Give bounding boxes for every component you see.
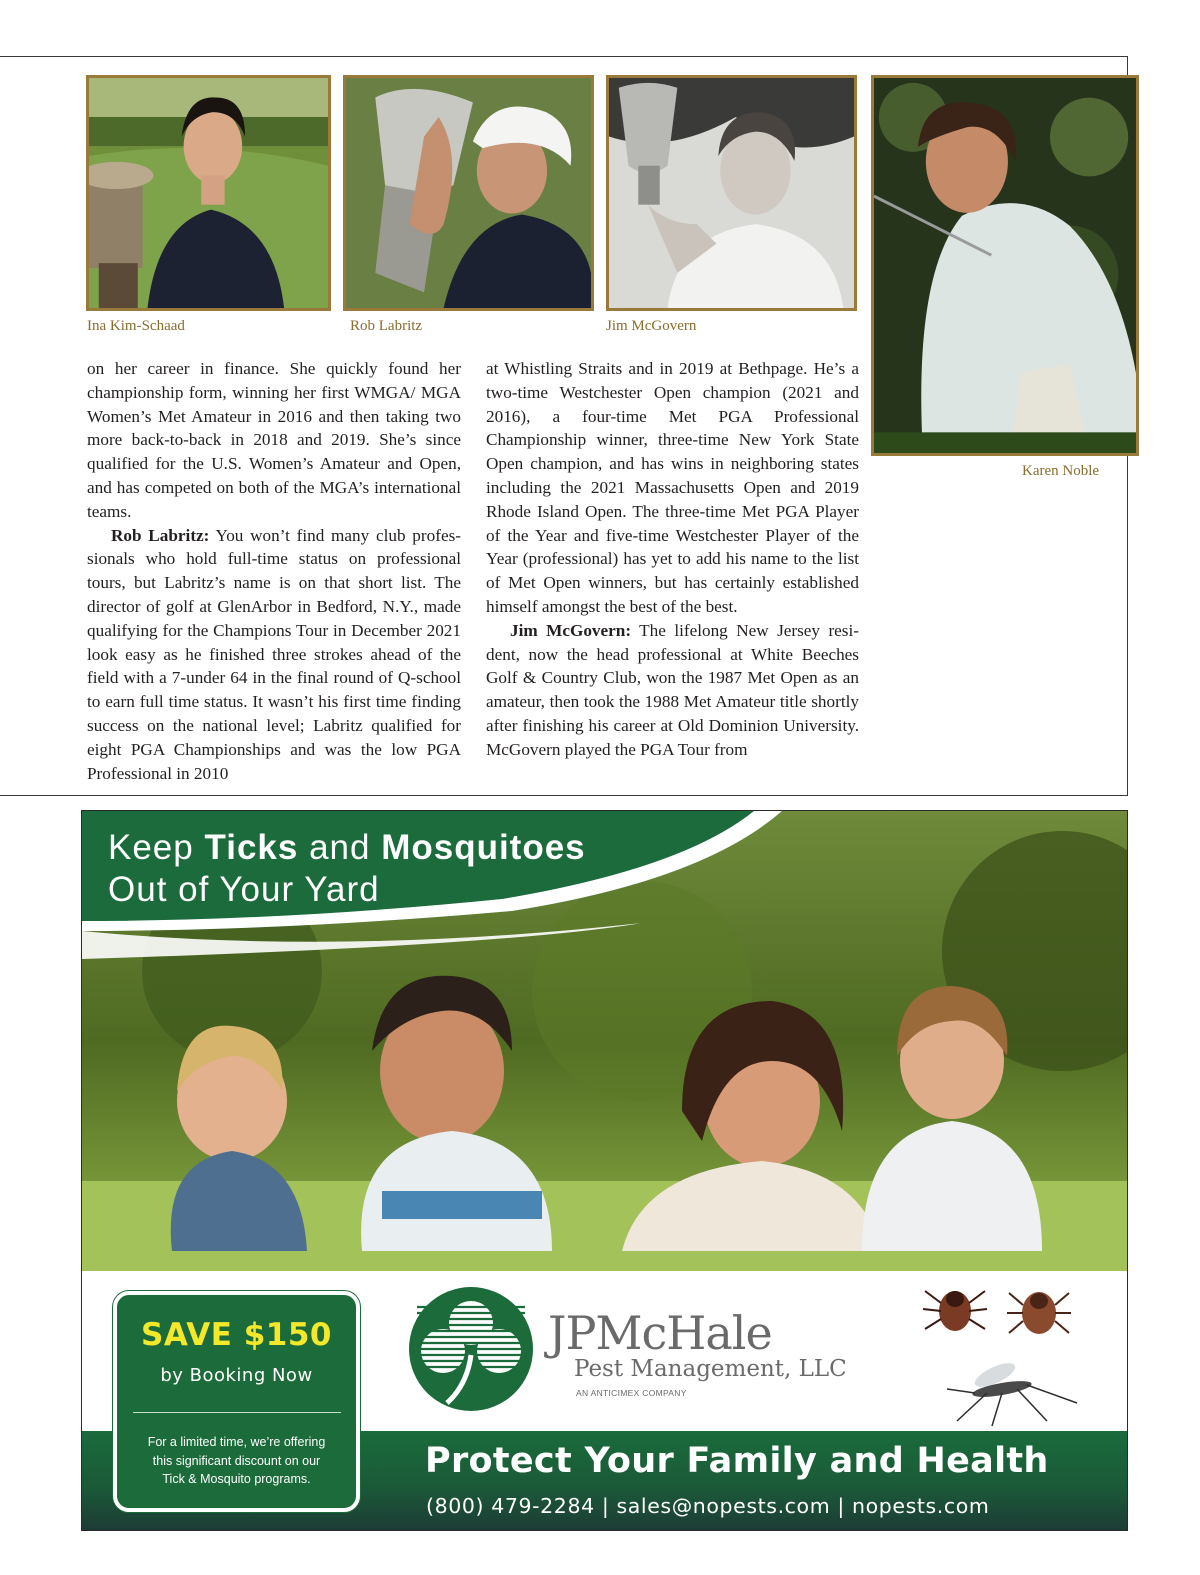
ad-contact-info[interactable]: (800) 479-2284 | sales@nopests.com | nopests.com xyxy=(426,1494,990,1518)
photo-karen-noble xyxy=(871,75,1139,456)
fine-print-line: Tick & Mosquito programs. xyxy=(162,1472,311,1486)
photo-ina-kim-schaad xyxy=(86,75,331,311)
paragraph-body: The lifelong New Jersey resident, now the head professional at White Beeches Golf & Country Club, won the 1987 Met Open as an amateur, then took the 1988 Met Amateur title shortly after finishing his career at Old Dominion University. McGovern played the PGA Tour from xyxy=(486,620,859,759)
save-title: SAVE $150 xyxy=(141,1317,332,1353)
ad-headline xyxy=(108,827,586,911)
divider xyxy=(133,1412,341,1413)
mosquito-icon xyxy=(947,1358,1077,1426)
save-offer-box[interactable] xyxy=(113,1291,360,1512)
caption-karen: Karen Noble xyxy=(1022,463,1100,479)
article-column-left xyxy=(87,357,461,785)
brand-name: JPMcHale xyxy=(548,1306,772,1360)
paragraph-body: You won’t find many club professionals who hold full-time status on professional tours, but Labritz’s name is on that short list. The director of golf at GlenArbor in Bedford, N.Y., made qualifying for the Champions Tour in December 2021 look easy as he finished three strokes ahead of the field with a 7-under 64 in the final round of Q-school to earn full time status. It wasn’t his first time finding success on the national level; Labritz qualified for eight PGA Championships and was the low PGA Professional in 2010 xyxy=(87,525,461,783)
tick-and-mosquito-icon xyxy=(917,1271,1087,1431)
pest-control-advertisement[interactable] xyxy=(81,810,1128,1531)
save-subtitle: by Booking Now xyxy=(160,1365,313,1386)
save-fine-print xyxy=(117,1433,356,1489)
headline-line-2: Out of Your Yard xyxy=(108,870,380,909)
tick-icon xyxy=(923,1291,987,1331)
ad-tagline: Protect Your Family and Health xyxy=(425,1441,1049,1481)
tick-icon xyxy=(1007,1292,1071,1334)
photo-rob-labritz xyxy=(343,75,594,311)
headline-text: and xyxy=(298,828,382,867)
paragraph-rob-labritz xyxy=(87,524,461,786)
brand-subtitle: Pest Management, LLC xyxy=(574,1356,847,1382)
paragraph: on her career in finance. She quickly found her championship form, winning her first WMGA/ MGA Women’s Met Amateur in 2016 and then taking two more back-to-back in 2018 and 2019. She’s since qualified for the U.S. Women’s Amateur and Open, and has competed on both of the MGA’s international teams. xyxy=(87,359,461,521)
caption-jim: Jim McGovern xyxy=(606,318,697,334)
caption-rob: Rob Labritz xyxy=(350,318,423,334)
name-lead: Jim McGovern: xyxy=(510,620,632,640)
caption-ina: Ina Kim-Schaad xyxy=(87,318,185,334)
headline-text: Keep xyxy=(108,828,205,867)
brand-tagline: AN ANTICIMEX COMPANY xyxy=(576,1388,687,1398)
fine-print-line: this significant discount on our xyxy=(152,1453,321,1468)
paragraph: at Whistling Straits and in 2019 at Bethpage. He’s a two-time Westchester Open champion (2021 and 2016), a four-time Met PGA Professional Championship winner, three-time New York State Open champion, and has wins in neighboring states including the 2021 Massachusetts Open and 2019 Rhode Island Open. The three-time Met PGA Player of the Year and five-time Westchester Player of the Year (professional) has yet to add his name to the list of Met Open winners, but has certainly established himself amongst the best of the best. xyxy=(486,359,859,616)
photo-jim-mcgovern xyxy=(606,75,857,311)
paragraph-jim-mcgovern xyxy=(486,619,859,762)
name-lead: Rob Labritz: xyxy=(111,525,210,545)
shamrock-logo-icon xyxy=(407,1285,535,1413)
fine-print-line: For a limited time, we’re offering xyxy=(147,1435,326,1449)
headline-bold-ticks: Ticks xyxy=(204,828,299,867)
headline-bold-mosquitoes: Mosquitoes xyxy=(381,828,586,867)
article-column-right xyxy=(486,357,859,762)
headline-line-1 xyxy=(108,827,586,869)
